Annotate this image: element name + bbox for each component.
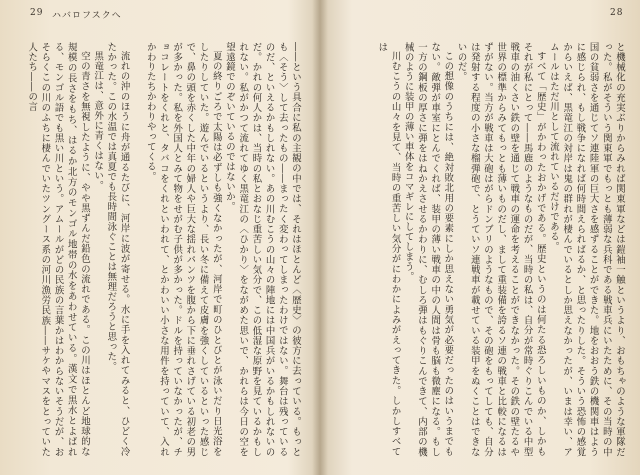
paragraph: すべて「歴史」がかわったおかげである。歴史というのは何たる恐ろしいものか、しかもそれが私にとって――馬鹿のようなものだが、当時の私は、自分が常時ぐりこんでいる中型戦車の油くさい鉄の壁を通じて戦車の運命を考えることができなかった。その鉄の壁たるや世界の標準からみてもっとも薄いものだし、まして重装備を誇るソ連の戦車と比較になるはずがない。当方が戦車は大砲はがらドンブリのようなもので、その砲をもってしても、自分は発射する程度の小さな榴弾砲で、とうていソ連戦車が載せている装甲をぬくことはできないのだ。 — [455, 42, 546, 457]
running-head: ハバロフスクへ — [52, 11, 122, 21]
paragraph: ――という具合に私の主観の中では、それはほとんど〈歴史〉の彼方に去っている。もっとも〈そう〉して去ったもの――まったく変わってしまったわけではない。舞台は残っているのだ、といえるかもしれない。あの川むこうの山々の陣地には中国兵がいるかもしれないのだ。かれの何人かは、当時の私とおなじ重苦しい気分で、この低湿な原野を見ているかもしれない。私がかつて流れてゆく黒竜江の〈ひかり〉をながめた思いで、かれらは今日の空を望遠鏡でのぞいているのではないか。 — [223, 42, 301, 457]
paragraph: 川むこうの山々を見て、当時の重苦しい気分がにわかによみがえってきた。しかしすべては — [376, 42, 401, 457]
paragraph: 流れの沖のほうに舟が通るたびに、河岸に波が寄せる。水に手を入れてみると、ひどく冷たかった。この水温では真夏でも長時間泳ぐことは無理だろうと思った。 — [105, 42, 130, 457]
paragraph: 夏の終りごろで太陽は必ずしも強くなかったが、河岸で町のひとびとが泳いだり日光浴をしたりしていた。遊んでいるというより、長い冬に備えて皮膚を強くしているといった感じで、鼻の頭を赤くした中年の婦人や巨大な揺れパンツを腹から下に垂れさげている初老の男が多かった。私を外国人とみて物をせがむ子供が多かった。ドルを持っていなかったが、チョコレートをくれと、タバコをくれといわれて、とかわいい小さな用件を持っていて、入れかわりたちかわりやってくる。 — [144, 42, 222, 457]
left-page — [0, 0, 318, 475]
right-page-text — [336, 42, 626, 457]
right-page — [322, 0, 640, 475]
page-number-right: 28 — [610, 8, 624, 18]
paragraph: この想像のうちには、絶対敗北用の要素にしか思えない勇気が必要だったのはいうまでもない。敵弾が車室にとんでくれば、装甲の薄い戦車の中の人間は骨も脳も微塵になる。もし一方の鋼板の厚さに弾をはねかえさせるかわりに、むしろ弾はもぐりこんできて、内部の機械のように装甲の薄い車体をコマギレにしてしまう。 — [402, 42, 454, 457]
paragraph: と機械化の充実ぶりからみれば関東軍などは鎧袖一触というより、おもちゃのような軍隊だった。私がそういう関東軍でもっとも薄弱な兵科である戦車兵にいたために、その当時の中国の貧弱さを通じてソ連陸軍の巨大さを感ずることができた。地をおおう鉄の機関車はように感じられ、もし戦争になれば何時間えらればるか、と思ったりした。そういう恐怖の感覚からいえば、黒竜江の対岸は鬼の群れが棲んでいるとしか思えなかったが、いまは幸い、アムールはただ川として流れているだけである。 — [547, 42, 625, 457]
left-page-text — [24, 42, 302, 457]
paragraph: 黒竜江は、意外に青くはない。 — [92, 51, 104, 192]
paragraph: 空の青さを無視したように、やや黒ずんだ鉛色の流れである。この川はほとんど地球的な規模の長さをもち、はるか北方のモンゴル地帯の水をあわせている。漢文で黒水とよばれる、モンゴル語でも黒い川という。アムールがどの民族の言葉かはわからないそうだが、おそらくこの川のふちに棲んでいたツングース系の河川漁労民族――サケやマスをとっていた人たち――の言 — [26, 42, 90, 457]
page-number-left: 29 — [30, 8, 44, 18]
